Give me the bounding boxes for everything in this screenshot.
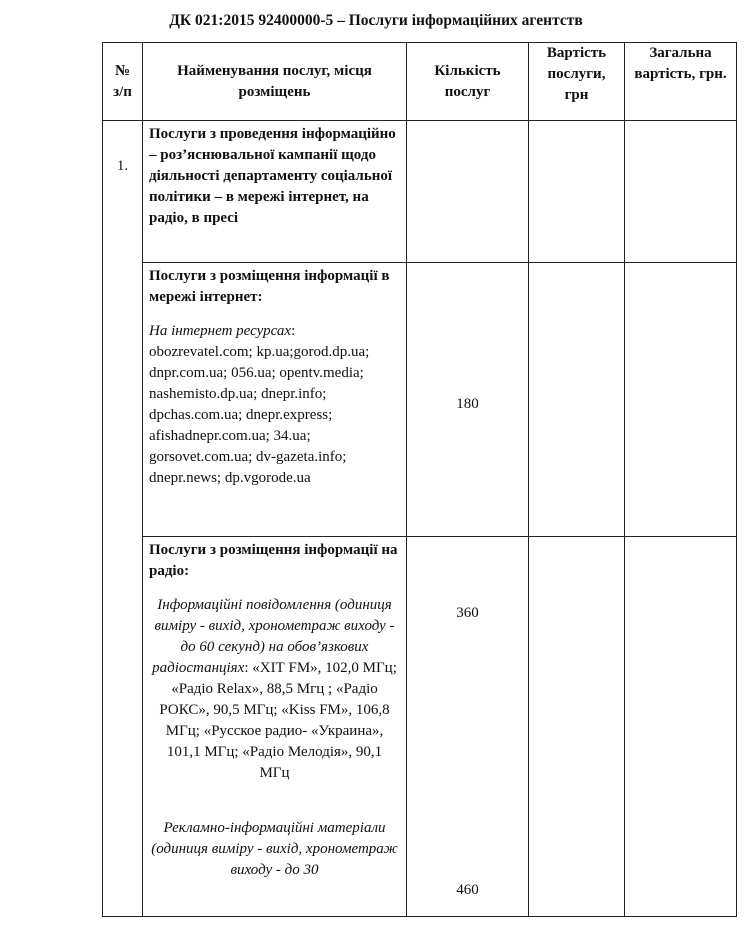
header-unit-price: Вартість послуги, грн (529, 43, 625, 121)
radio-item-1-stations: «ХІТ FM», 102,0 МГц; «Радіо Relax», 88,5 Мгц ; «Радіо РОКС», 90,5 МГц; «Kiss FM», 106,8 МГц; «Русское радио- «Украина», 101,1 МГц; «Радіо Мелодія», 90,1 МГц (159, 660, 397, 781)
header-row (103, 43, 737, 121)
unit-price-cell (529, 537, 625, 917)
header-quantity: Кількість послуг (407, 43, 529, 121)
row-number: 1. (116, 158, 129, 174)
total-cell (625, 121, 737, 263)
header-name: Найменування послуг, місця розміщень (143, 43, 407, 121)
internet-heading: Послуги з розміщення інформації в мережі інтернет: (149, 268, 390, 305)
quantity-cell (407, 121, 529, 263)
header-total: Загальна вартість, грн. (625, 43, 737, 121)
unit-price-cell (529, 121, 625, 263)
table-row (103, 263, 737, 537)
internet-services-cell (143, 263, 407, 537)
service-description: Послуги з проведення інформаційно – роз’яснювальної кампанії щодо діяльності департаменту соціальної політики – в мережі інтернет, на радіо, в пресі (149, 126, 396, 226)
internet-sites-list: На інтернет ресурсах: obozrevatel.com; kp.ua;gorod.dp.ua; dnpr.com.ua; 056.ua; opentv.media; nashemisto.dp.ua; dnepr.info; dpchas.com.ua; dnepr.express; afishadnepr.com.ua; 34.ua; gorsovet.com.ua; dv-gazeta.info; dnepr.news; dp.vgorode.ua (149, 323, 370, 486)
total-cell (625, 537, 737, 917)
unit-price-cell (529, 263, 625, 537)
services-table (102, 42, 737, 917)
service-description-cell (143, 121, 407, 263)
radio-heading: Послуги з розміщення інформації на радіо: (149, 542, 398, 579)
header-number: № з/п (103, 43, 143, 121)
table-row (103, 537, 737, 917)
internet-quantity: 180 (456, 396, 479, 412)
radio-item-1-label: Інформаційні повідомлення (одиниця виміру - вихід, хронометраж виходу - до 60 секунд) на обов’язкових радіостанціях (152, 597, 395, 676)
total-cell (625, 263, 737, 537)
radio-item-1: Інформаційні повідомлення (одиниця виміру - вихід, хронометраж виходу - до 60 секунд) на обов’язкових радіостанціях: «ХІТ FM», 102,0 МГц; «Радіо Relax», 88,5 Мгц ; «Радіо РОКС», 90,5 МГц; «Kiss FM», 106,8 МГц; «Русское радио- «Украина», 101,1 МГц; «Радіо Мелодія», 90,1 МГц (152, 597, 397, 781)
radio-item-2-label: Рекламно-інформаційні матеріали (одиниця виміру - вихід, хронометраж виходу - до 30 (151, 820, 398, 878)
quantity-cell (407, 537, 529, 917)
internet-resources-label: На інтернет ресурсах (149, 323, 292, 339)
radio-services-cell (143, 537, 407, 917)
document-title: ДК 021:2015 92400000-5 – Послуги інформаційних агентств (169, 12, 583, 29)
radio-item-2-quantity: 460 (456, 882, 479, 898)
table-row (103, 121, 737, 263)
quantity-cell (407, 263, 529, 537)
internet-sites: obozrevatel.com; kp.ua;gorod.dp.ua; dnpr.com.ua; 056.ua; opentv.media; nashemisto.dp.ua; dnepr.info; dpchas.com.ua; dnepr.express; afishadnepr.com.ua; 34.ua; gorsovet.com.ua; dv-gazeta.info; dnepr.news; dp.vgorode.ua (149, 344, 370, 486)
radio-item-1-quantity: 360 (456, 605, 479, 621)
row-number-cell (103, 121, 143, 917)
